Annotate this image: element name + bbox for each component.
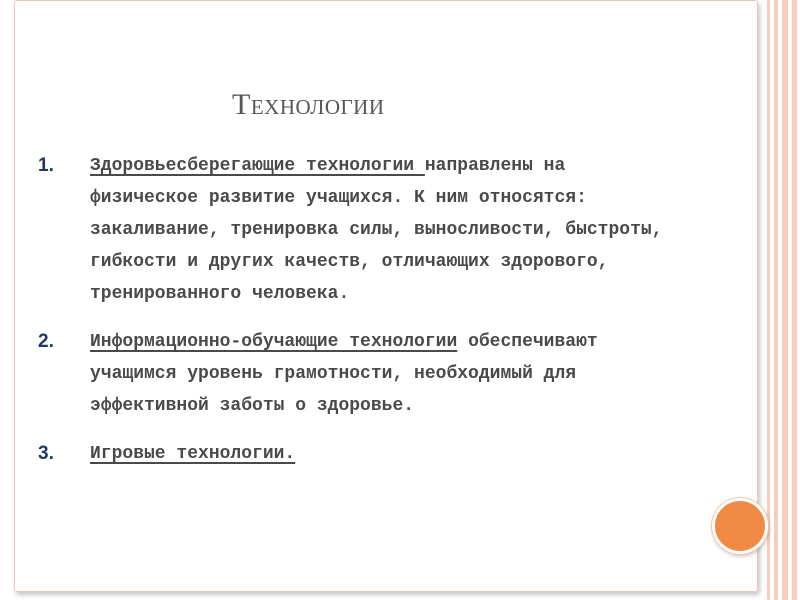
list-item — [38, 438, 678, 470]
item-text: обеспечивают учащимся уровень грамотности, необходимый для эффективной заботы о здоровье. — [90, 332, 598, 416]
item-text: направлены на физическое развитие учащихся. К ним относятся: закаливание, тренировка силы, выносливости, быстроты, гибкости и других качеств, отличающих здорового, тренированного человека. — [90, 156, 663, 304]
item-term: Игровые технологии. — [90, 444, 296, 464]
decorative-circle — [712, 498, 768, 554]
slide-title: Технологии — [232, 88, 385, 121]
stripe — [782, 0, 788, 600]
stripe — [792, 0, 797, 600]
list-number: 2. — [38, 331, 54, 352]
list-number: 3. — [38, 443, 54, 464]
item-term: Здоровьесберегающие технологии — [90, 156, 425, 176]
stripe — [774, 0, 778, 600]
stripe — [767, 0, 770, 600]
list-item — [38, 150, 678, 310]
technology-list — [38, 150, 678, 486]
list-number: 1. — [38, 155, 54, 176]
item-term: Информационно-обучающие технологии — [90, 332, 458, 352]
decorative-stripes — [764, 0, 800, 600]
list-item — [38, 326, 678, 422]
